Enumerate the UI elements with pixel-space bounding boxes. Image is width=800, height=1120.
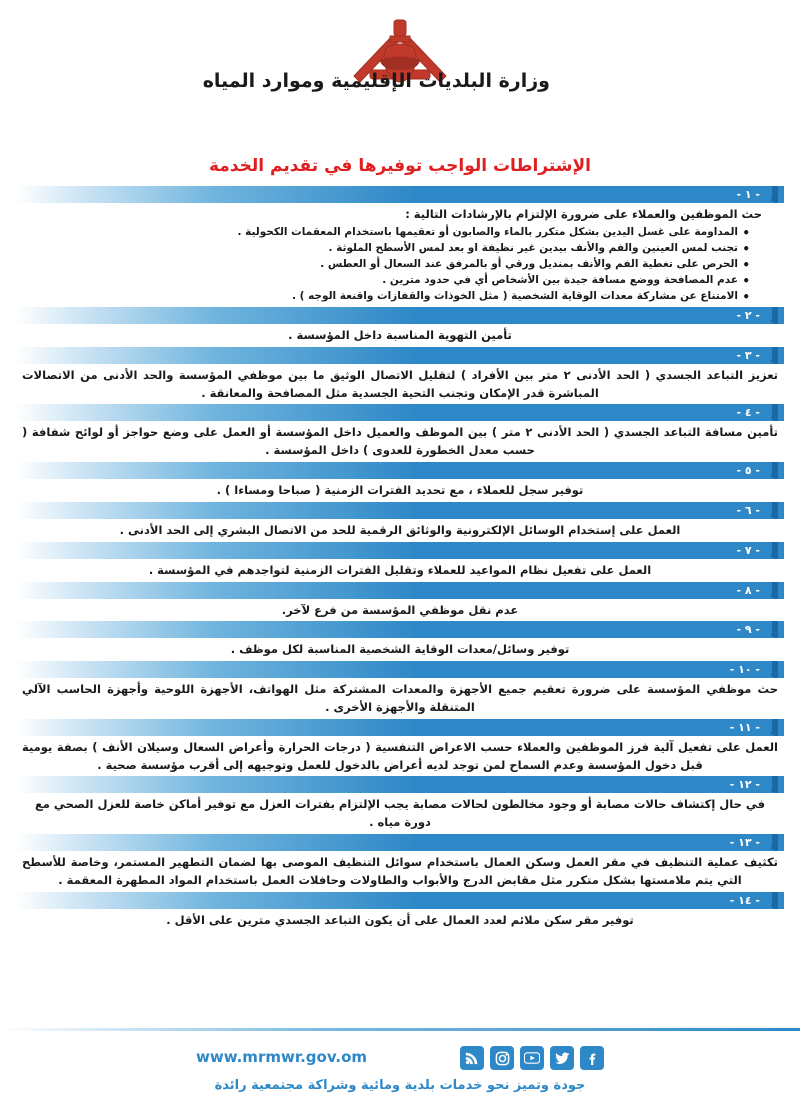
item-number-banner [16,502,784,519]
document-footer [0,1028,800,1120]
ministry-name [202,70,550,94]
list-item [16,404,784,460]
item-text: في حال إكتشاف حالات مصابة أو وجود مخالطون لحالات مصابة يجب الإلتزام بفترات العزل مع توفير أماكن خاصة للعزل الصحي مع دورة مياه . [34,797,766,830]
list-item [16,621,784,659]
banner-bar [16,502,784,519]
banner-bar [16,892,784,909]
item-number: - ٥ - [724,462,772,479]
list-item [16,661,784,717]
list-item [16,582,784,620]
item-number-banner [16,404,784,421]
item-number: - ٨ - [724,582,772,599]
item-text: توفير سجل للعملاء ، مع تحديد الفترات الزمنية ( صباحا ومساءا ) . [216,483,584,498]
item-number: - ١٣ - [718,834,772,851]
banner-bar [16,661,784,678]
item-text: حث موظفي المؤسسة على ضرورة تعقيم جميع الأجهزة والمعدات المشتركة مثل الهواتف، الأجهزة اللوحية وأجهزة الحاسب الآلي المتنقلة والأجهزة الأخرى . [22,682,778,714]
bullet-item: • المداومة على غسل اليدين بشكل متكرر بالماء والصابون أو تعقيمها باستخدام المعقمات الكحولية . [34,225,750,241]
rss-glyph [465,1051,479,1065]
item-number: - ٩ - [724,621,772,638]
bullet-item: • تجنب لمس العينين والفم والأنف بيدين غير نظيفة او بعد لمس الأسطح الملوثة . [34,241,750,257]
item-text: العمل على تفعيل آلية فرز الموظفين والعملاء حسب الاعراض التنفسية ( درجات الحرارة وأعراض السعال وسيلان الأنف ) بصفة يومية قبل دخول المؤسسة وعدم السماح لمن توجد لديه أعراض بالدخول للعمل وتوجيهه إلى أقرب مؤسسة صحية . [22,739,778,772]
banner-bar [16,462,784,479]
document-header [0,0,800,150]
banner-bar [16,404,784,421]
item-number: - ٤ - [724,404,772,421]
footer-divider [0,1028,800,1031]
list-item [16,892,784,930]
item-lead: حث الموظفين والعملاء على ضرورة الإلتزام بالإرشادات التالية : [405,207,762,221]
page-title: الإشتراطات الواجب توفيرها في تقديم الخدمة [208,156,592,176]
facebook-glyph [585,1051,599,1065]
banner-bar [16,719,784,736]
item-text: تأمين التهوية المناسبة داخل المؤسسة . [288,328,512,343]
item-number: - ١٠ - [718,661,772,678]
youtube-glyph [524,1052,540,1064]
item-number-banner [16,307,784,324]
item-number-banner [16,347,784,364]
item-number: - ٦ - [724,502,772,519]
item-number-banner [16,719,784,736]
item-number-banner [16,834,784,851]
social-links [460,1046,604,1070]
item-text: العمل على تفعيل نظام المواعيد للعملاء وتقليل الفترات الزمنية لتواجدهم في المؤسسة . [148,562,652,577]
item-number-banner [16,621,784,638]
banner-bar [16,542,784,559]
youtube-icon[interactable] [520,1046,544,1070]
rss-icon[interactable] [460,1046,484,1070]
requirements-list [0,186,800,929]
banner-bar [16,186,784,203]
item-text: تعزيز التباعد الجسدي ( الحد الأدنى ٢ متر بين الأفراد ) لتقليل الاتصال الوثيق ما بين موظفي المؤسسة والحد الأدنى من الاتصالات المباشرة قدر الإمكان وتجنب التحية الجسدية مثل المصافحة والمعانقة . [22,367,778,400]
list-item [16,502,784,540]
list-item [16,834,784,890]
item-number-banner [16,462,784,479]
ministry-name-line1: وزارة البلديات الإقليمية وموارد المياه [202,70,550,92]
list-item [16,347,784,403]
item-number: - ١٢ - [718,776,772,793]
item-text: العمل على إستخدام الوسائل الإلكترونية والوثائق الرقمية للحد من الاتصال البشري إلى الحد الأدنى . [119,522,681,537]
item-number: - ٢ - [724,307,772,324]
banner-bar [16,307,784,324]
list-item [16,542,784,580]
banner-bar [16,776,784,793]
instagram-glyph [495,1051,510,1066]
item-number-banner [16,776,784,793]
list-item [16,186,784,305]
list-item [16,719,784,775]
twitter-glyph [555,1052,570,1065]
item-text: عدم نقل موظفي المؤسسة من فرع لآخر. [281,602,519,617]
item-number: - ٣ - [724,347,772,364]
facebook-icon[interactable] [580,1046,604,1070]
item-number-banner [16,582,784,599]
item-text: توفير وسائل/معدات الوقاية الشخصية المناسبة لكل موظف . [230,642,570,657]
item-number: - ١١ - [718,719,772,736]
instagram-icon[interactable] [490,1046,514,1070]
footer-slogan: جودة وتميز نحو خدمات بلدية ومائية وشراكة مجتمعية رائدة [214,1078,586,1093]
item-text: توفير مقر سكن ملائم لعدد العمال على أن يكون التباعد الجسدي مترين على الأقل . [166,912,634,927]
bullet-item: • الامتناع عن مشاركة معدات الوقاية الشخصية ( مثل الخوذات والقفازات واقنعة الوجه ) . [34,289,750,305]
item-text: تأمين مسافة التباعد الجسدي ( الحد الأدنى ٢ متر ) بين الموظف والعميل داخل المؤسسة أو العمل على وضع حواجز أو لوائح شفافة ( حسب معدل الخطورة للعدوى ) داخل المؤسسة . [22,425,778,458]
item-number-banner [16,892,784,909]
item-number: - ١ - [724,186,772,203]
item-text: تكثيف عملية التنظيف في مقر العمل وسكن العمال باستخدام سوائل التنظيف الموصى بها لضمان التطهير المستمر، وخاصة للأسطح التي يتم ملامستها بشكل متكرر مثل مقابض الدرج والأبواب والطاولات وحافلات العمل باستخدام المواد المطهرة المعقمة . [22,855,778,887]
list-item [16,462,784,500]
item-bullets [16,225,784,305]
twitter-icon[interactable] [550,1046,574,1070]
list-item [16,776,784,832]
banner-bar [16,582,784,599]
national-emblem [202,14,550,144]
bullet-item: • عدم المصافحة ووضع مسافة جيدة بين الأشخاص أي في حدود مترين . [34,273,750,289]
banner-bar [16,621,784,638]
banner-bar [16,347,784,364]
list-item [16,307,784,345]
bullet-item: • الحرص على تغطية الفم والأنف بمنديل ورقي أو بالمرفق عند السعال أو العطس . [34,257,750,273]
item-number: - ١٤ - [718,892,772,909]
item-number-banner [16,186,784,203]
item-number-banner [16,542,784,559]
banner-bar [16,834,784,851]
item-number-banner [16,661,784,678]
item-number: - ٧ - [724,542,772,559]
website-url[interactable]: www.mrmwr.gov.om [196,1048,368,1066]
